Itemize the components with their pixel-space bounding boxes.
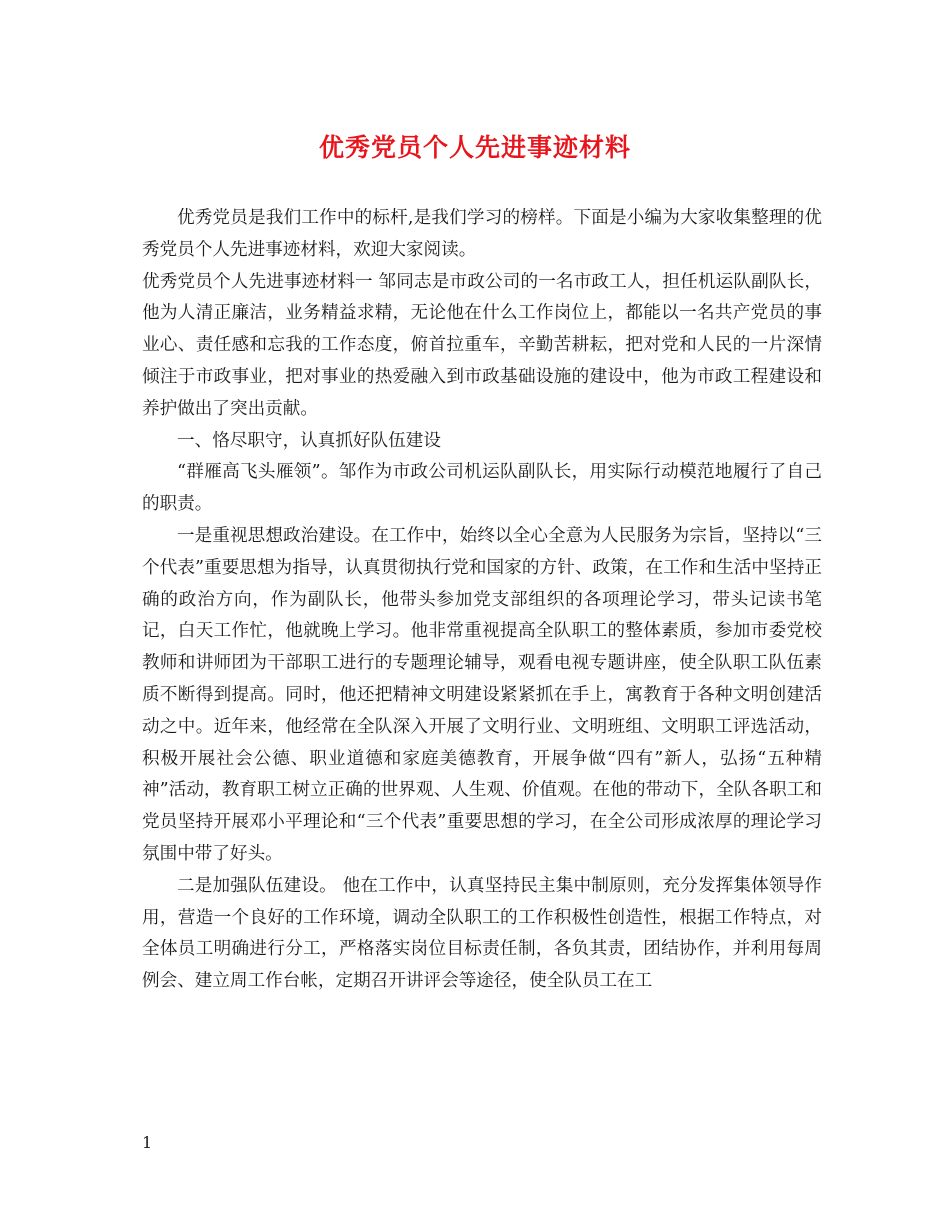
team-paragraph: 二是加强队伍建设。 他在工作中，认真坚持民主集中制原则，充分发挥集体领导作用，营造一个良好的工作环境，调动全队职工的工作积极性创造性，根据工作特点，对全体员工明确进行分工，严格落实岗位目标责任制，各负其责，团结协作，并利用每周例会、建立周工作台帐，定期召开讲评会等途径，使全队员工在工 [142,875,822,992]
document-body [142,203,822,998]
page-number: 1 [142,1133,153,1152]
document-title: 优秀党员个人先进事迹材料 [318,133,631,162]
politics-paragraph: 一是重视思想政治建设。在工作中，始终以全心全意为人民服务为宗旨，坚持以“三个代表”重要思想为指导，认真贯彻执行党和国家的方针、政策，在工作和生活中坚持正确的政治方向，作为副队长，他带头参加党支部组织的各项理论学习，带头记读书笔记，白天工作忙，他就晚上学习。他非常重视提高全队职工的整体素质，参加市委党校教师和讲师团为干部职工进行的专题理论辅导，观看电视专题讲座，使全队职工队伍素质不断得到提高。同时，他还把精神文明建设紧紧抓在手上，寓教育于各种文明创建活动之中。近年来，他经常在全队深入开展了文明行业、文明班组、文明职工评选活动，积极开展社会公德、职业道德和家庭美德教育，开展争做“四有”新人，弘扬“五种精神”活动，教育职工树立正确的世界观、人生观、价值观。在他的带动下，全队各职工和党员坚持开展邓小平理论和“三个代表”重要思想的学习，在全公司形成浓厚的理论学习氛围中带了好头。 [142,525,822,864]
heading-one: 一、恪尽职守，认真抓好队伍建设 [177,430,441,451]
goose-paragraph: “群雁高飞头雁领”。邹作为市政公司机运队副队长，用实际行动模范地履行了自己的职责。 [142,462,822,515]
section-one-paragraph [142,267,822,426]
section-label: 优秀党员个人先进事迹材料一 [142,271,373,292]
intro-paragraph: 优秀党员是我们工作中的标杆,是我们学习的榜样。下面是小编为大家收集整理的优秀党员个人先进事迹材料，欢迎大家阅读。 [142,208,822,260]
section-intro-text: 邹同志是市政公司的一名市政工人，担任机运队副队长，他为人清正廉洁，业务精益求精，无论他在什么工作岗位上，都能以一名共产党员的事业心、责任感和忘我的工作态度，俯首拉重车，辛勤苦耕耘，把对党和人民的一片深情倾注于市政事业，把对事业的热爱融入到市政基础设施的建设中，他为市政工程建设和养护做出了突出贡献。 [142,271,822,419]
